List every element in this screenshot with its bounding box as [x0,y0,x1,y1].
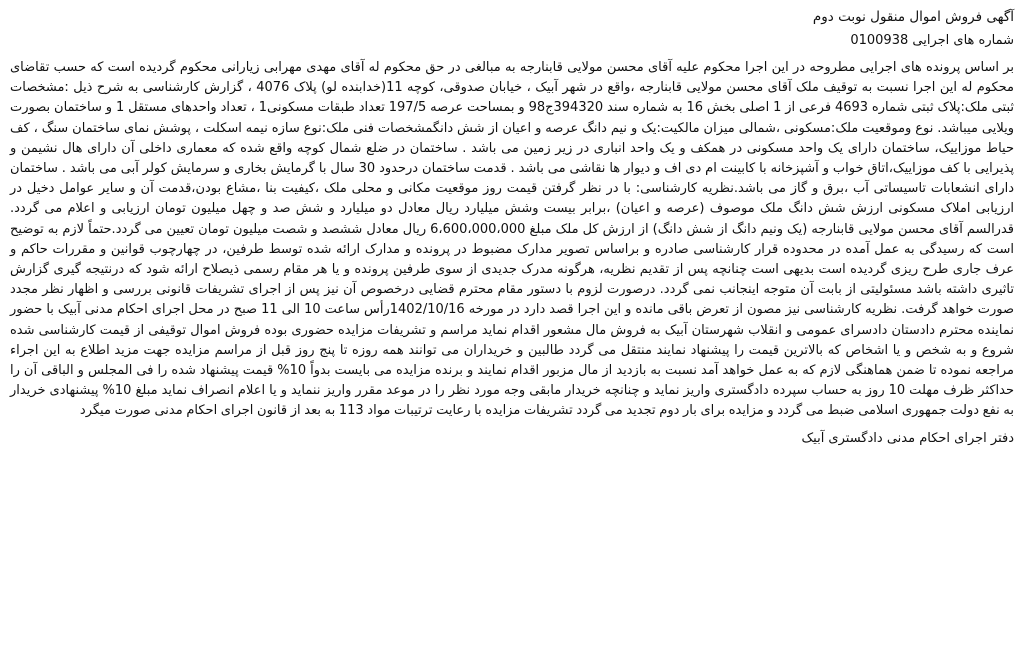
execution-number-line [10,30,1014,52]
notice-body: بر اساس پرونده های اجرایی مطروحه در این اجرا محکوم علیه آقای محسن مولایی قابنارجه به مبالغی در حق محکوم له آقای مهدی مهرابی زیارانی محکوم گردیده است که حسب تقاضای محکوم له این اجرا نسبت به توقیف ملک آقای محسن مولایی قابنارجه ،واقع در شهر آبیک ، خیابان صدوقی، کوچه 11(خدابنده لو) پلاک 4076 ، گزارش کارشناسی به شرح ذیل :مشخصات ثبتی ملک:پلاک ثبتی شماره 4693 فرعی از 1 اصلی بخش 16 به شماره سند 394320ج98 و بمساحت عرصه 197/5 تعداد طبقات مسکونی1 ، تعداد واحدهای مستقل 1 و ساختمان بصورت ویلایی میباشد. نوع وموقعیت ملک:مسکونی ،شمالی میزان مالکیت:یک و نیم دانگ عرصه و اعیان از شش دانگمشخصات فنی ملک:نوع سازه نیمه اسکلت ، پوشش نمای ساختمان سنگ ، کف حیاط موزاییک، ساختمان دارای یک واحد مسکونی در همکف و یک واحد انباری در زیر زمین می باشد . ساختمان در ضلع شمال کوچه واقع شده که معماری داخلی آن دارای هال نشیمن و پذیرایی با کف موزاییک،اتاق خواب و آشپزخانه با کابینت ام دی اف و دیوار ها نقاشی می باشد . قدمت ساختمان درحدود 30 سال با گرمایش بخاری و سرمایش کولر آبی می باشد . ساختمان دارای انشعابات تاسیساتی آب ،برق و گاز می باشد.نظریه کارشناسی: با در نظر گرفتن قیمت روز موقعیت مکانی و محلی ملک ،کیفیت بنا ،مشاع بودن،قدمت آن و سایر عوامل دخیل در ارزیابی املاک مسکونی ارزش شش دانگ ملک موصوف (عرصه و اعیان) ،برابر بیست وشش میلیارد ریال معادل دو میلیارد و شش صد و چهل میلیون تومان ارزیابی و اعلام می گردد. قدرالسم آقای محسن مولایی قابنارجه (یک ونیم دانگ از شش دانگ) از ارزش کل ملک مبلغ 6،600،000،000 ریال معادل ششصد و شصت میلیون تومان تعیین می گردد.حتماً لازم به توضیح است که رسیدگی به عمل آمده در محدوده قرار کارشناسی صادره و براساس تصویر مدارک مضبوط در پرونده و مدارک ارائه شده توسط طرفین، در چهارچوب قوانین و مقررات حاکم و عرف جاری طرح ریزی گردیده است بدیهی است چنانچه پس از تقدیم نظریه، هرگونه مدرک جدیدی از سوی طرفین پرونده و یا هر مقام رسمی ذیصلاح ارائه شود که درنتیجه گیری گزارش تاثیری داشته باشد مسئولیتی از بابت آن متوجه اینجانب نمی گردد. درصورت لزوم با دستور مقام محترم قضایی درخصوص آن نیز پس از اجرای تشریفات قانونی بررسی و اظهار نظر مجدد صورت خواهد گرفت. نظریه کارشناسی نیز مصون از تعرض باقی مانده و این اجرا قصد دارد در مورخه 1402/10/16رأس ساعت 10 الی 11 صبح در محل اجرای احکام مدنی آبیک با حضور نماینده محترم دادستان دادسرای عمومی و انقلاب شهرستان آبیک به فروش مال مشعور اقدام نماید مراسم و تشریفات مزایده حضوری بوده فروش اموال توقیفی از قیمت کارشناسی شده شروع و به شخص و یا اشخاص که بالاترین قیمت را پیشنهاد نمایند منتقل می گردد طالبین و خریداران می توانند همه روزه تا پنج روز قبل از مراسم مزایده جهت مزید اطلاع به این اجراء مراجعه نموده تا ضمن هماهنگی لازم که به عمل خواهد آمد نسبت به بازدید از مال مزبور اقدام نمایند و برنده مزایده می بایست بدواً 10% قیمت پیشنهاد شده را فی المجلس و الباقی آن را حداکثر ظرف مهلت 10 روز به حساب سپرده دادگستری واریز نماید و چنانچه خریدار مابقی وجه مورد نظر را در موعد مقرر واریز ننماید و یا اعلام انصراف نماید مبلغ 10% پیشنهادی خریدار به نفع دولت جمهوری اسلامی ضبط می گردد و مزایده برای بار دوم تجدید می گردد تشریفات مزایده با رعایت ترتیبات مواد 113 به بعد از قانون اجرای احکام مدنی صورت میگرد [10,60,1015,419]
issuer-signature: دفتر اجرای احکام مدنی دادگستری آبیک [801,430,1014,446]
execution-number-value: 0100938 [850,33,909,48]
execution-number-label: شماره های اجرایی [912,33,1014,48]
notice-title: آگهی فروش اموال منقول نوبت دوم [812,9,1014,25]
